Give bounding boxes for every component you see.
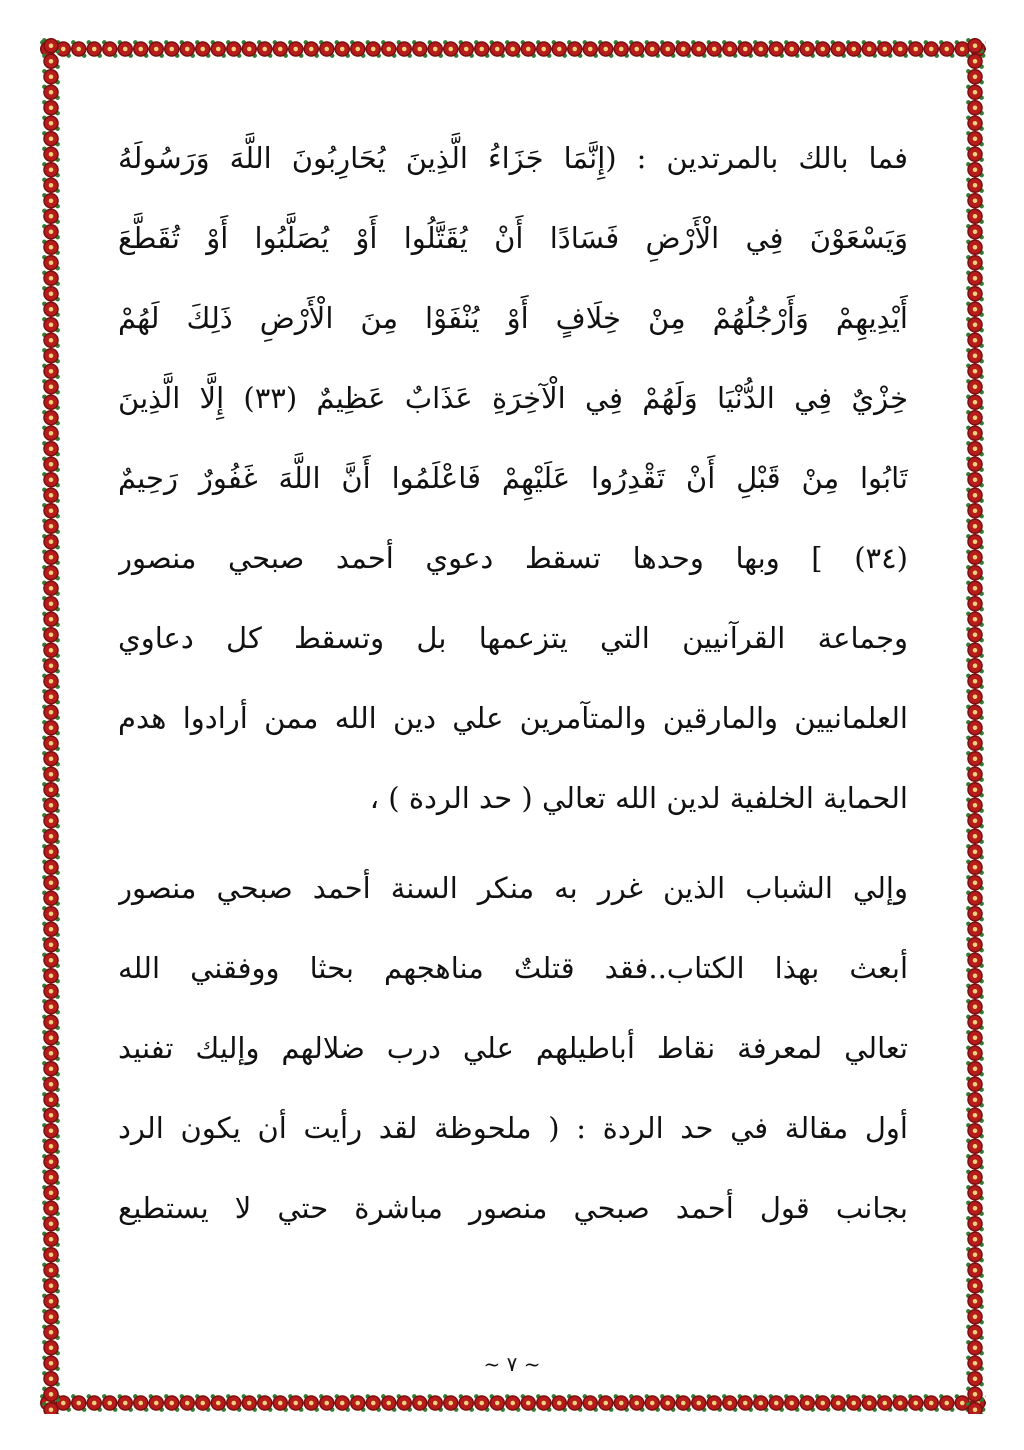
decorative-border-bottom: [40, 1392, 986, 1414]
text-line: تَابُوا مِنْ قَبْلِ أَنْ تَقْدِرُوا عَلَيْهِمْ فَاعْلَمُوا أَنَّ اللَّهَ غَفُورٌ رَحِيمٌ: [118, 461, 908, 495]
text-line: العلمانيين والمارقين والمتآمرين علي دين الله ممن أرادوا هدم: [118, 701, 908, 735]
text-line: أبعث بهذا الكتاب..فقد قتلتٌ مناهجهم بحثا ووفقني الله: [118, 951, 908, 985]
text-line: بجانب قول أحمد صبحي منصور مباشرة حتي لا يستطيع: [118, 1191, 908, 1225]
text-line: تعالي لمعرفة نقاط أباطيلهم علي درب ضلالهم وإليك تفنيد: [118, 1031, 908, 1065]
text-line: أول مقالة في حد الردة : ( ملحوظة لقد رأيت أن يكون الرد: [118, 1111, 908, 1145]
text-line: فما بالك بالمرتدين : (إِنَّمَا جَزَاءُ الَّذِينَ يُحَارِبُونَ اللَّهَ وَرَسُولَهُ: [118, 141, 908, 175]
decorative-border-left: [40, 38, 62, 1414]
decorative-border-right: [964, 38, 986, 1414]
text-line: الحماية الخلفية لدين الله تعالي ( حد الردة ) ،: [369, 781, 908, 815]
page-number: ~ ٧ ~: [483, 1352, 541, 1376]
text-line: أَيْدِيهِمْ وَأَرْجُلُهُمْ مِنْ خِلَافٍ أَوْ يُنْفَوْا مِنَ الْأَرْضِ ذَلِكَ لَهُمْ: [118, 301, 908, 335]
text-line: وإلي الشباب الذين غرر به منكر السنة أحمد صبحي منصور: [118, 871, 908, 905]
text-line: وجماعة القرآنيين التي يتزعمها بل وتسقط كل دعاوي: [118, 621, 908, 655]
paragraph-2: [118, 848, 908, 1248]
paragraph-gap: [118, 838, 908, 848]
paragraph-1: [118, 118, 908, 838]
text-line: خِزْيٌ فِي الدُّنْيَا وَلَهُمْ فِي الْآخِرَةِ عَذَابٌ عَظِيمٌ (٣٣) إِلَّا الَّذِينَ: [118, 381, 908, 415]
page-body-text: [118, 118, 908, 1248]
text-line: (٣٤) ] وبها وحدها تسقط دعوي أحمد صبحي منصور: [118, 541, 908, 575]
text-line: وَيَسْعَوْنَ فِي الْأَرْضِ فَسَادًا أَنْ يُقَتَّلُوا أَوْ يُصَلَّبُوا أَوْ تُقَطَّعَ: [118, 221, 908, 255]
decorative-border-top: [40, 38, 986, 60]
